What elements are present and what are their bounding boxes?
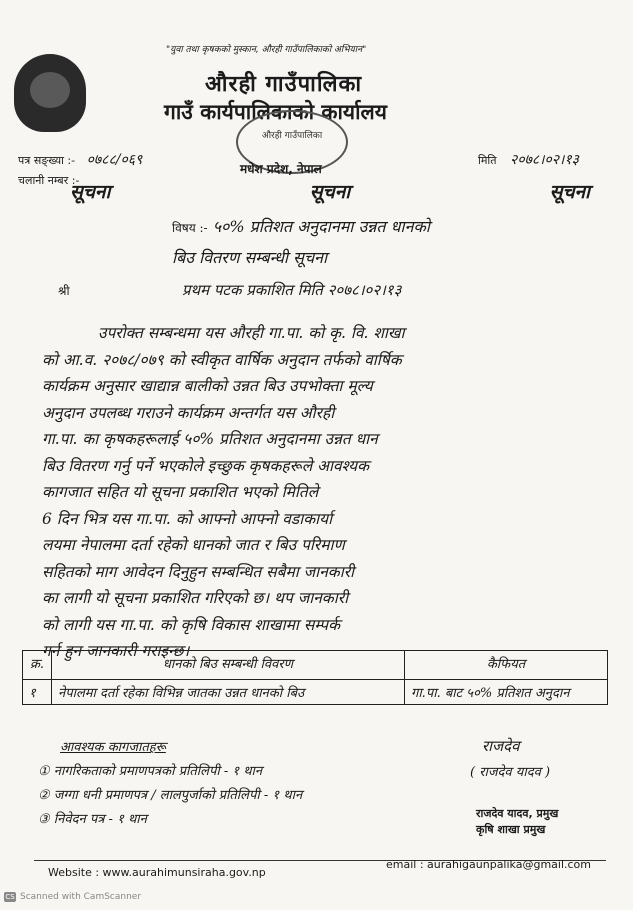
- scanner-watermark: [4, 892, 141, 902]
- body-line: 6 दिन भित्र यस गा.पा. को आफ्नो आफ्नो वडाकार्या: [42, 509, 333, 528]
- notice-word: सूचना: [309, 181, 351, 203]
- table-cell: नेपालमा दर्ता रहेका विभिन्न जातका उन्नत धानको बिउ: [52, 680, 405, 705]
- date-block: [478, 150, 579, 169]
- watermark-text: Scanned with CamScanner: [20, 892, 142, 902]
- signatory-title-line: कृषि शाखा प्रमुख: [476, 823, 546, 836]
- stamp-text: औरही गाउँपालिका: [261, 131, 323, 141]
- notice-body: [42, 320, 608, 665]
- signatory-name: ( राजदेव यादव ): [470, 765, 551, 780]
- letter-no-label: पत्र सङ्ख्या :-: [18, 154, 76, 167]
- subject-line: बिउ वितरण सम्बन्धी सूचना: [172, 248, 328, 267]
- body-line: अनुदान उपलब्ध गराउने कार्यक्रम अन्तर्गत यस औरही: [42, 403, 335, 422]
- body-line: कार्यक्रम अनुसार खाद्यान्न बालीको उन्नत बिउ उपभोक्ता मूल्य: [42, 377, 373, 395]
- table-cell: १: [23, 680, 52, 705]
- slogan: "युवा तथा कृषकको मुस्कान, औरही गाउँपालिकाको अभियान": [166, 45, 367, 55]
- list-item: ② जग्गा धनी प्रमाणपत्र / लालपुर्जाको प्रतिलिपी - १ थान: [38, 788, 303, 803]
- signature-mark: राजदेव: [482, 737, 520, 755]
- nepal-emblem-icon: [14, 54, 86, 132]
- subject-line: ५०% प्रतिशत अनुदानमा उन्नत धानको: [212, 217, 430, 236]
- letter-date: २०७८।०२।१३: [510, 152, 579, 168]
- subject: [172, 212, 612, 273]
- list-item: ③ निवेदन पत्र - १ थान: [38, 812, 147, 827]
- subject-label: विषय :-: [172, 221, 208, 235]
- notice-word: सूचना: [549, 181, 590, 203]
- date-label: मिति: [478, 154, 497, 167]
- seed-table: [22, 650, 608, 705]
- table-header-row: [23, 651, 608, 680]
- notice-word: सूचना: [70, 181, 111, 203]
- list-item: ① नागरिकताको प्रमाणपत्रको प्रतिलिपी - १ थान: [38, 764, 263, 779]
- letter-no: ०७८८/०६९: [86, 152, 143, 168]
- body-line: सहितको माग आवेदन दिनुहुन सम्बन्धित सबैमा जानकारी: [42, 562, 355, 581]
- col-header: कैफियत: [405, 651, 608, 680]
- dispatch-label: चलानी नम्बर :-: [18, 174, 80, 187]
- body-line: बिउ वितरण गर्नु पर्ने भएकोले इच्छुक कृषकहरूले आवश्यक: [42, 456, 370, 475]
- body-line: को लागी यस गा.पा. को कृषि विकास शाखामा सम्पर्क: [42, 615, 340, 634]
- documents-title: आवश्यक कागजातहरू: [60, 740, 166, 755]
- signatory-title: [476, 806, 558, 838]
- body-line: को आ.व. २०७८/०७९ को स्वीकृत वार्षिक अनुदान तर्फको वार्षिक: [42, 350, 402, 369]
- province: मधेश प्रदेश, नेपाल: [240, 162, 322, 176]
- body-line: का लागी यो सूचना प्रकाशित गरिएको छ। थप जानकारी: [42, 589, 349, 607]
- signatory-title-line: राजदेव यादव, प्रमुख: [476, 807, 559, 820]
- body-line: कागजात सहित यो सूचना प्रकाशित भएको मितिले: [42, 483, 319, 501]
- col-header: धानको बिउ सम्बन्धी विवरण: [52, 651, 405, 680]
- documents-list: [38, 760, 302, 832]
- body-line: गर्न हुन जानकारी गराइन्छ।: [42, 642, 190, 660]
- body-line: लयमा नेपालमा दर्ता रहेको धानको जात र बिउ परिमाण: [42, 536, 345, 554]
- col-header: क्र.: [23, 651, 52, 680]
- org-name: औरही गाउँपालिका: [205, 72, 363, 97]
- website-link[interactable]: Website : www.aurahimunsiraha.gov.np: [48, 866, 266, 879]
- notice-heading: [70, 178, 590, 204]
- table-cell: गा.पा. बाट ५०% प्रतिशत अनुदान: [405, 680, 608, 705]
- email-link[interactable]: email : aurahigaunpalika@gmail.com: [386, 858, 591, 871]
- table-row: [23, 680, 608, 705]
- camscanner-icon: CS: [5, 893, 15, 901]
- body-line: उपरोक्त सम्बन्धमा यस औरही गा.पा. को कृ. वि. शाखा: [98, 324, 405, 342]
- addressee: श्री: [58, 284, 70, 298]
- body-line: गा.पा. का कृषकहरूलाई ५०% प्रतिशत अनुदानमा उन्नत धान: [42, 430, 378, 448]
- office-name: गाउँ कार्यपालिकाको कार्यालय: [164, 100, 387, 124]
- publication-date: प्रथम पटक प्रकाशित मिति २०७८।०२।१३: [182, 281, 402, 299]
